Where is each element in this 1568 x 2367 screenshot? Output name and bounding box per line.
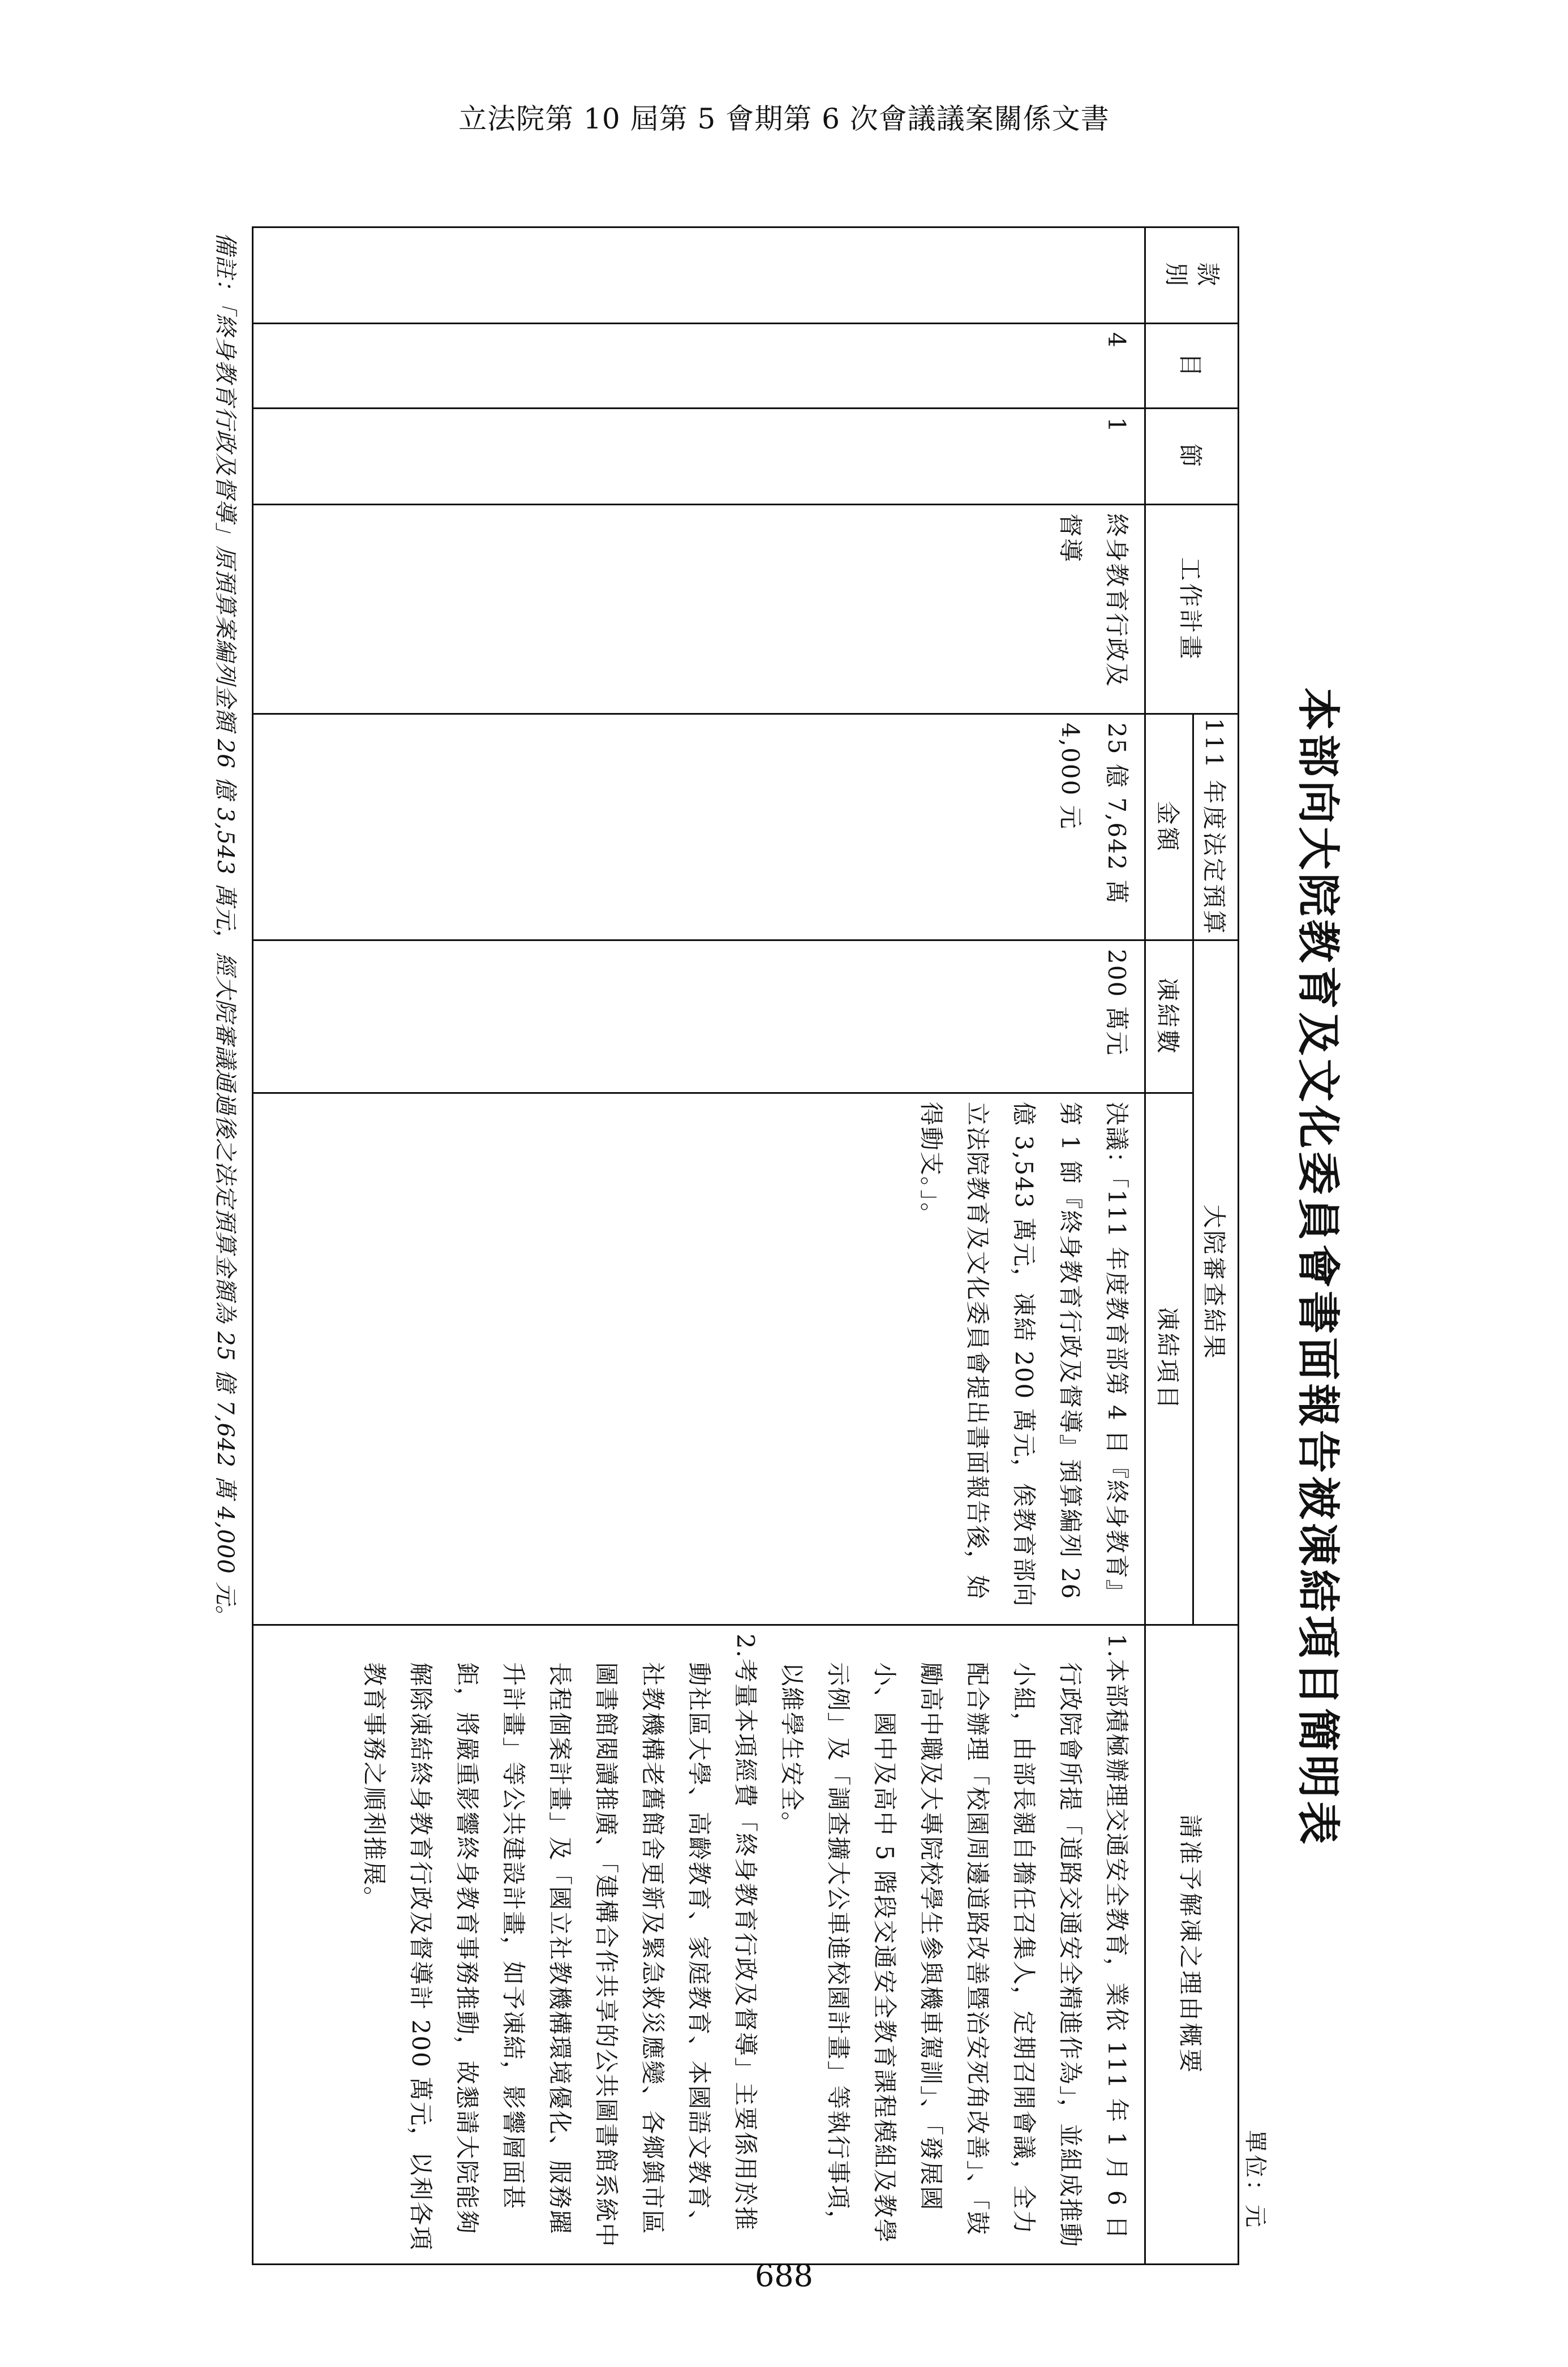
cell-frozen-item: 決議：「111 年度教育部第 4 目『終身教育』第 1 節『終身教育行政及督導』預算編列 26 億 3,543 萬元，凍結 200 萬元，俟教育部向立法院教育及文化委員會提出書面報告後，始得動支。」。 (253, 1093, 1145, 1625)
page-header: 立法院第 10 屆第 5 會期第 6 次會議議案關係文書 (458, 102, 1110, 135)
header-frozen-amount: 凍結數 (1145, 940, 1193, 1093)
cell-kuan (253, 227, 1145, 324)
cell-jie: 1 (253, 409, 1145, 505)
page-number: 688 (754, 2258, 814, 2293)
header-review-group: 大院審查結果 (1193, 940, 1239, 1625)
cell-reason (253, 1625, 1145, 2265)
unit-label: 單位：元 (1242, 2130, 1268, 2229)
cell-work-plan: 終身教育行政及督導 (253, 505, 1145, 714)
cell-mu: 4 (253, 324, 1145, 409)
header-budget-group: 111 年度法定預算 (1193, 714, 1239, 940)
header-kuan: 款 (1194, 262, 1222, 289)
footnote: 備註：「終身教育行政及督導」原預算案編列金額 26 億 3,543 萬元，經大院審議通過後之法定預算金額為 25 億 7,642 萬 4,000 元。 (212, 232, 238, 1629)
header-bie: 別 (1162, 262, 1190, 289)
rotated-landscape-section (190, 226, 1525, 2309)
header-budget-amount: 金額 (1145, 714, 1193, 940)
header-reason: 請准予解凍之理由概要 (1145, 1625, 1239, 2265)
document-title: 本部向大院教育及文化委員會書面報告被凍結項目簡明表 (1293, 688, 1343, 1848)
table-row (253, 227, 1145, 2265)
header-frozen-item: 凍結項目 (1145, 1093, 1193, 1625)
header-kuan-bie (1145, 227, 1239, 324)
reason-item-2: 2.考量本項經費「終身教育行政及督導」主要係用於推動社區大學、高齡教育、家庭教育、本國語文教育、社教機構老舊館舍更新及緊急救災應變、各鄉鎮市區圖書館閱讀推廣、「建構合作共享的公共圖書館系統中長程個案計畫」及「國立社教機構環境優化、服務躍升計畫」等公共建設計畫，如予凍結，影響層面甚鉅，將嚴重影響終身教育事務推動，故懇請大院能夠解除凍結終身教育行政及督導計 200 萬元，以利各項教育事務之順利推展。 (360, 1634, 759, 2252)
reason-item-1: 1.本部積極辦理交通安全教育，業依 111 年 1 月 6 日行政院會所提「道路交通安全精進作為」，並組成推動小組，由部長親自擔任召集人，定期召開會議，全力配合辦理「校園周邊道路改善暨治安死角改善」、「鼓勵高中職及大專院校學生參與機車駕訓」、「發展國小、國中及高中 5 階段交通安全教育課程模組及教學示例」及「調查擴大公車進校園計畫」等執行事項，以維學生安全。 (778, 1634, 1131, 2248)
cell-budget: 25 億 7,642 萬 4,000 元 (253, 714, 1145, 940)
header-work-plan: 工作計畫 (1145, 505, 1239, 714)
header-mu: 目 (1145, 324, 1239, 409)
header-jie: 節 (1145, 409, 1239, 505)
cell-frozen-amount: 200 萬元 (253, 940, 1145, 1093)
frozen-items-table (252, 226, 1239, 2265)
